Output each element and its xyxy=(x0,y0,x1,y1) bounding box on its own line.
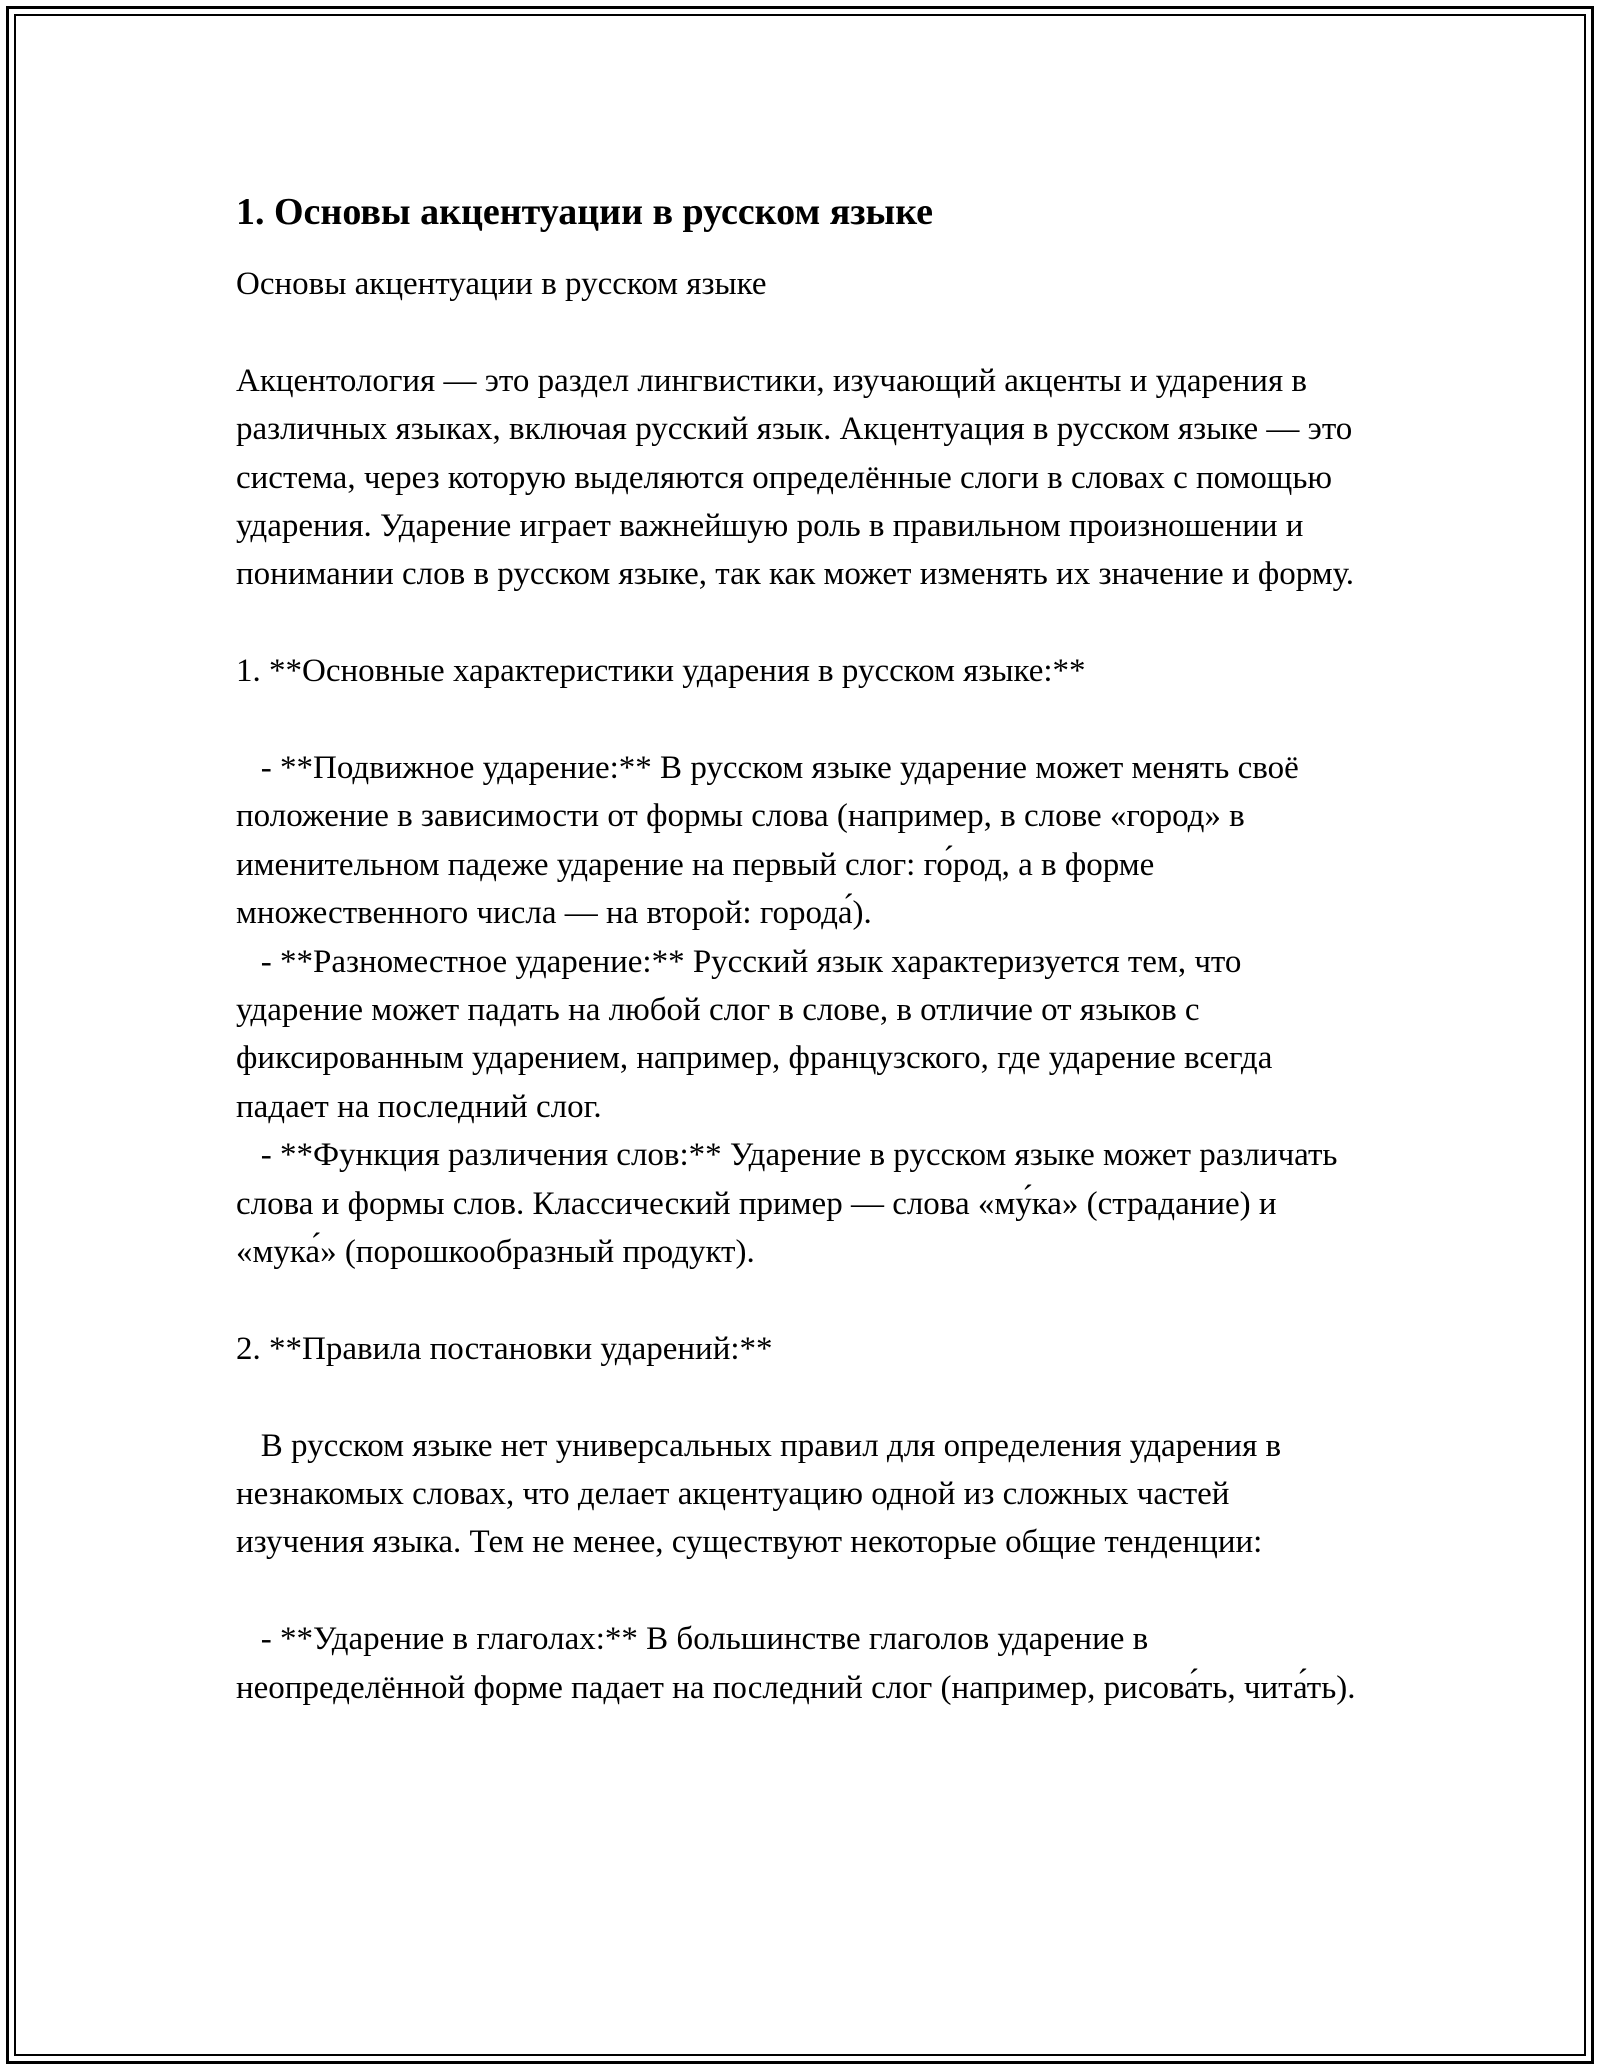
section-1-item-mobile-stress: - **Подвижное ударение:** В русском языке ударение может менять своё положение в зависимости от формы слова (например, в слове «город» в именительном падеже ударение на первый слог: го́род, а в форме множественного числа — на второй: города́). xyxy=(236,750,1307,932)
section-1-item-distinguishing: - **Функция различения слов:** Ударение в русском языке может различать слова и формы слов. Классический пример — слова «му́ка» (страдание) и «мука́» (порошкообразный продукт). xyxy=(236,1137,1346,1271)
paragraph-gap xyxy=(236,696,1356,744)
paragraph-gap xyxy=(236,1373,1356,1421)
intro-paragraph: Акцентология — это раздел лингвистики, изучающий акценты и ударения в различных языках, включая русский язык. Акцентуация в русском языке — это система, через которую выделяются определённые слоги в словах с помощью ударения. Ударение играет важнейшую роль в правильном произношении и понимании слов в русском языке, так как может изменять их значение и форму. xyxy=(236,362,1361,593)
section-2-heading: 2. **Правила постановки ударений:** xyxy=(236,1330,773,1367)
section-2-item-verbs: - **Ударение в глаголах:** В большинстве глаголов ударение в неопределённой форме падает на последний слог (например, рисова́ть, чита́ть). xyxy=(236,1621,1356,1706)
section-2-intro: В русском языке нет универсальных правил для определения ударения в незнакомых словах, что делает акцентуацию одной из сложных частей изучения языка. Тем не менее, существуют некоторые общие тенденции: xyxy=(236,1427,1290,1561)
paragraph-gap xyxy=(236,599,1356,647)
section-1-item-free-stress: - **Разноместное ударение:** Русский язык характеризуется тем, что ударение может падать на любой слог в слове, в отличие от языков с фиксированным ударением, например, французского, где ударение всегда падает на последний слог. xyxy=(236,943,1281,1125)
document-subtitle: Основы акцентуации в русском языке xyxy=(236,266,767,302)
document-title: 1. Основы акцентуации в русском языке xyxy=(236,191,934,233)
section-1-heading: 1. **Основные характеристики ударения в русском языке:** xyxy=(236,653,1086,690)
paragraph-gap xyxy=(236,308,1356,356)
paragraph-gap xyxy=(236,1276,1356,1324)
document-body xyxy=(236,188,1361,1712)
paragraph-gap xyxy=(236,1567,1356,1615)
